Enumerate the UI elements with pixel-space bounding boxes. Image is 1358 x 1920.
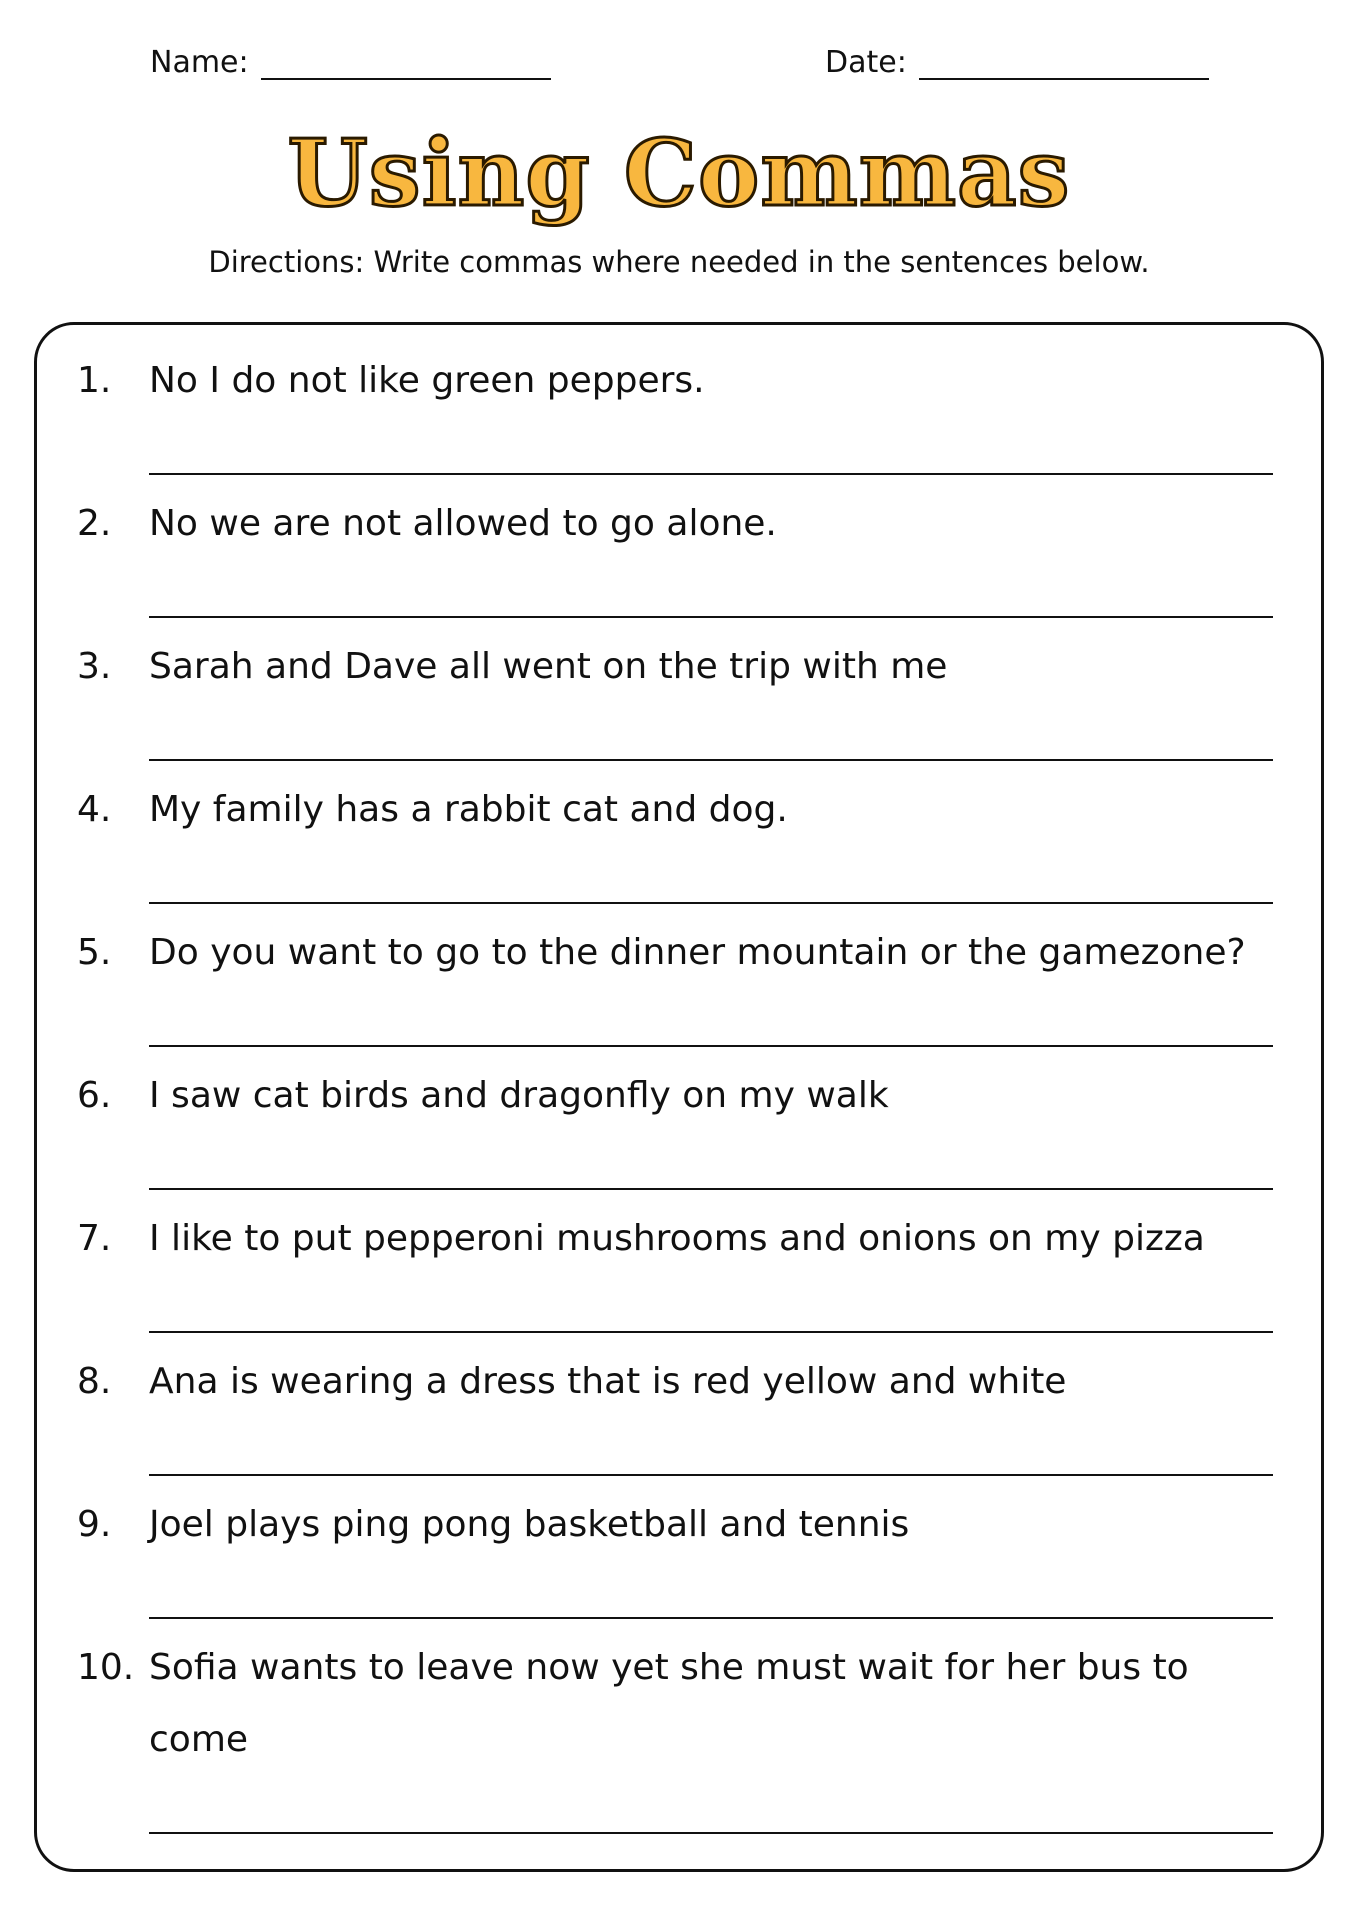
answer-line[interactable] [149, 1617, 1273, 1619]
answer-line[interactable] [149, 1045, 1273, 1047]
item-number: 9. [77, 1504, 112, 1545]
item-number: 1. [77, 360, 112, 401]
item-sentence: No I do not like green peppers. [149, 360, 705, 401]
date-label: Date: [825, 45, 907, 80]
answer-line[interactable] [149, 1188, 1273, 1190]
directions-text: Directions: Write commas where needed in the sentences below. [208, 245, 1150, 279]
item-sentence: I like to put pepperoni mushrooms and onions on my pizza [149, 1218, 1205, 1259]
answer-line[interactable] [149, 473, 1273, 475]
answer-line[interactable] [149, 1832, 1273, 1834]
item-number: 6. [77, 1075, 112, 1116]
answer-line[interactable] [149, 759, 1273, 761]
item-sentence: Sofia wants to leave now yet she must wait for her bus to come [149, 1647, 1189, 1760]
item-sentence: I saw cat birds and dragonfly on my walk [149, 1075, 889, 1116]
answer-line[interactable] [149, 1331, 1273, 1333]
item-sentence: My family has a rabbit cat and dog. [149, 789, 788, 830]
worksheet-title: Using Commas [287, 119, 1071, 227]
name-blank-line[interactable] [261, 50, 551, 80]
item-number: 2. [77, 503, 112, 544]
item-number: 8. [77, 1361, 112, 1402]
item-number: 7. [77, 1218, 112, 1259]
item-sentence: Do you want to go to the dinner mountain or the gamezone? [149, 932, 1246, 973]
item-number: 10. [77, 1647, 135, 1688]
answer-line[interactable] [149, 902, 1273, 904]
name-field [150, 46, 551, 80]
name-label: Name: [150, 45, 249, 80]
item-number: 4. [77, 789, 112, 830]
item-sentence: Joel plays ping pong basketball and tennis [149, 1504, 910, 1545]
date-field [825, 46, 1209, 80]
item-sentence: No we are not allowed to go alone. [149, 503, 777, 544]
answer-line[interactable] [149, 616, 1273, 618]
item-sentence: Sarah and Dave all went on the trip with me [149, 646, 948, 687]
date-blank-line[interactable] [919, 50, 1209, 80]
exercise-box [34, 322, 1324, 1872]
item-number: 5. [77, 932, 112, 973]
item-number: 3. [77, 646, 112, 687]
answer-line[interactable] [149, 1474, 1273, 1476]
item-sentence: Ana is wearing a dress that is red yellow and white [149, 1361, 1067, 1402]
